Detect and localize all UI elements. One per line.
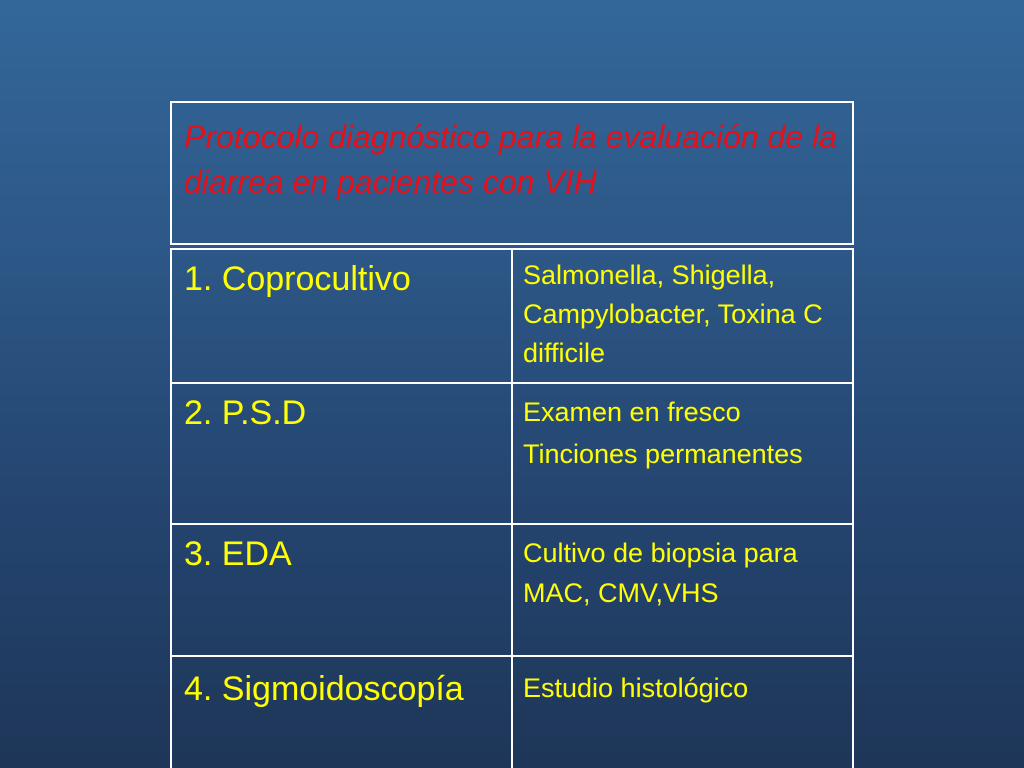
table-row xyxy=(172,657,852,768)
table-row xyxy=(172,250,852,384)
title-box xyxy=(170,101,854,245)
detail-text: Examen en fresco xyxy=(523,397,741,427)
procedure-cell: 1. Coprocultivo xyxy=(172,250,513,382)
details-cell xyxy=(513,384,852,523)
procedure-cell: 2. P.S.D xyxy=(172,384,513,523)
detail-text: Tinciones permanentes xyxy=(523,439,803,469)
protocol-table xyxy=(170,248,854,768)
detail-text: Estudio histológico xyxy=(523,673,749,703)
table-row xyxy=(172,384,852,525)
procedure-cell: 3. EDA xyxy=(172,525,513,655)
table-row xyxy=(172,525,852,657)
procedure-cell: 4. Sigmoidoscopía xyxy=(172,657,513,768)
detail-text: Cultivo de biopsia para MAC, CMV,VHS xyxy=(523,538,798,608)
details-cell xyxy=(513,250,852,382)
detail-text: Salmonella, Shigella, Campylobacter, Toxina C difficile xyxy=(523,260,823,368)
slide-title: Protocolo diagnóstico para la evaluación de la diarrea en pacientes con VIH xyxy=(184,119,837,200)
details-cell xyxy=(513,525,852,655)
details-cell xyxy=(513,657,852,768)
